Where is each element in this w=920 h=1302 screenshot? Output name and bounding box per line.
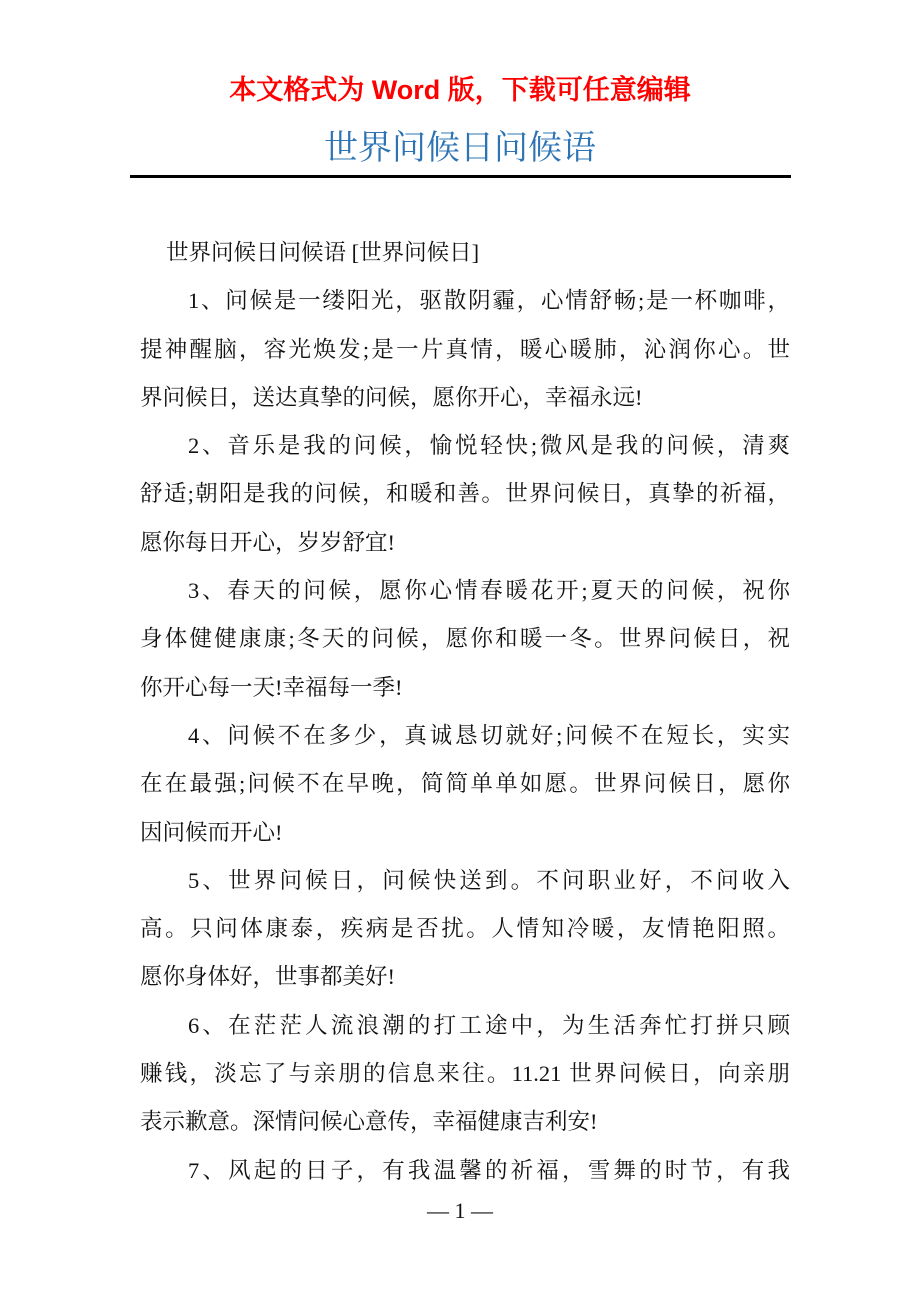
page-number: — 1 —: [427, 1198, 493, 1223]
paragraph: [140, 719, 790, 864]
paragraph-line: 5、世界问候日，问候快送到。不问职业好，不问收入: [188, 867, 790, 893]
paragraph: [140, 284, 790, 429]
paragraph-line: 4、问候不在多少，真诚恳切就好;问候不在短长，实实: [188, 722, 790, 748]
paragraph-line: 高。只问体康泰，疾病是否扰。人情知冷暖，友情艳阳照。: [140, 916, 790, 942]
title-divider: [130, 175, 791, 178]
paragraph-line: 7、风起的日子，有我温馨的祈福，雪舞的时节，有我: [188, 1157, 790, 1183]
paragraph-line: 6、在茫茫人流浪潮的打工途中，为生活奔忙打拼只顾: [188, 1012, 790, 1038]
document-title: 世界问候日问候语: [324, 129, 596, 167]
paragraph: [140, 864, 790, 1009]
paragraph-line: 你开心每一天!幸福每一季!: [140, 674, 403, 700]
paragraph-line: 愿你每日开心，岁岁舒宜!: [140, 529, 395, 555]
paragraph-line: 1、问候是一缕阳光，驱散阴霾，心情舒畅;是一杯咖啡，: [188, 288, 790, 314]
paragraph-line: 愿你身体好，世事都美好!: [140, 964, 395, 990]
paragraph: [140, 1154, 790, 1202]
paragraph-line: 在在最强;问候不在早晚，简简单单如愿。世界问候日，愿你: [140, 771, 790, 797]
paragraph-line: 身体健健康康;冬天的问候，愿你和暖一冬。世界问候日，祝: [140, 626, 790, 652]
document-subtitle: 世界问候日问候语 [世界问候日]: [166, 240, 480, 265]
paragraph-line: 表示歉意。深情问候心意传，幸福健康吉利安!: [140, 1109, 598, 1135]
paragraph: [140, 429, 790, 574]
document-body: [140, 236, 790, 1202]
paragraph-line: 提神醒脑，容光焕发;是一片真情，暖心暖肺，沁润你心。世: [140, 336, 790, 362]
paragraph-line: 界问候日，送达真挚的问候，愿你开心，幸福永远!: [140, 384, 643, 410]
paragraph-line: 舒适;朝阳是我的问候，和暖和善。世界问候日，真挚的祈福，: [140, 481, 790, 507]
paragraph-line: 赚钱，淡忘了与亲朋的信息来往。11.21 世界问候日，向亲朋: [140, 1061, 790, 1087]
paragraph: [140, 574, 790, 719]
paragraph-line: 因问候而开心!: [140, 819, 283, 845]
paragraph-line: 3、春天的问候，愿你心情春暖花开;夏天的问候，祝你: [188, 578, 790, 604]
format-notice-banner: 本文格式为 Word 版，下载可任意编辑: [229, 75, 691, 105]
paragraph-line: 2、音乐是我的问候，愉悦轻快;微风是我的问候，清爽: [188, 433, 790, 459]
paragraph: [140, 1009, 790, 1154]
